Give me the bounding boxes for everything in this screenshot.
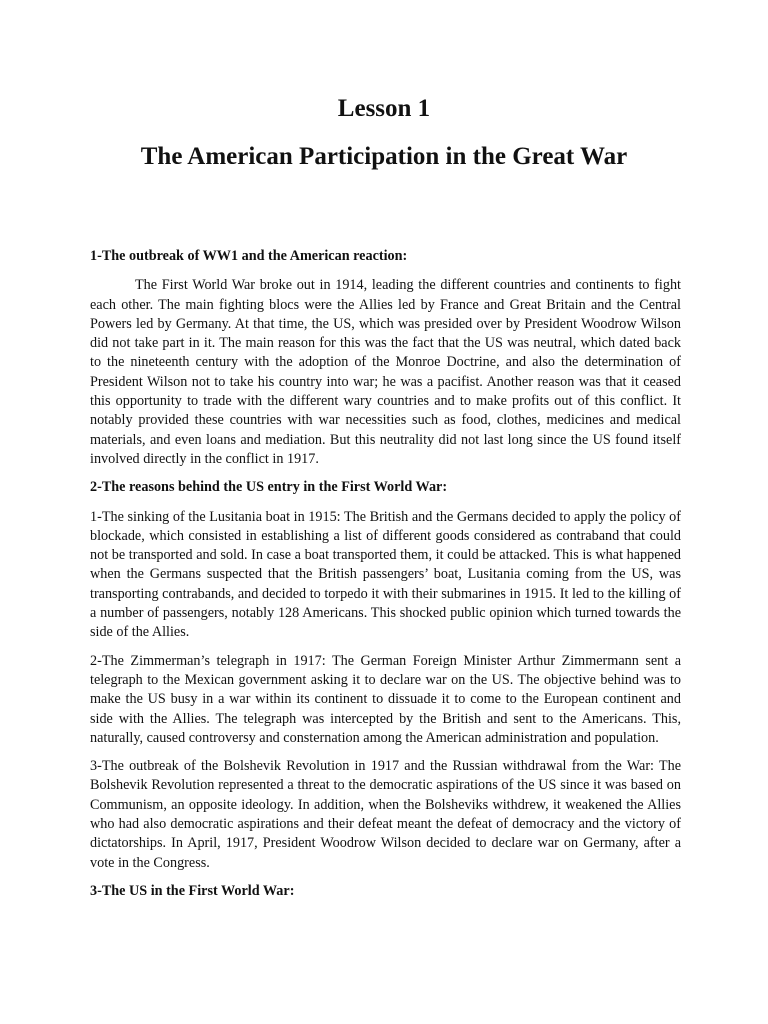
section-heading-3: 3-The US in the First World War: [90, 882, 295, 899]
page-title: The American Participation in the Great War [140, 143, 628, 170]
reason-zimmermann-paragraph: 2-The Zimmerman’s telegraph in 1917: The German Foreign Minister Arthur Zimmermann sent a telegraph to the Mexican government asking it to declare war on the US. The objective behind was to make the US busy in a war within its continent to dissuade it to come to the European continent and side with the Allies. The telegraph was intercepted by the British and sent to the Americans. This, naturally, caused controversy and consternation among the American administration and population. [90, 652, 681, 746]
section-1-paragraph: The First World War broke out in 1914, leading the different countries and continents to fight each other. The main fighting blocs were the Allies led by France and Great Britain and the Central Powers led by Germany. At that time, the US, which was presided over by President Woodrow Wilson did not take part in it. The main reason for this was the fact that the US was neutral, which dated back to the nineteenth century with the adoption of the Monroe Doctrine, and also the determination of President Wilson not to take his country into war; he was a pacifist. Another reason was that it ceased this opportunity to trade with the different wary countries and to make profits out of this conflict. It notably provided these countries with war necessities such as food, clothes, medicines and medical materials, and even loans and mediation. But this neutrality did not last long since the US found itself involved directly in the conflict in 1917. [90, 277, 681, 467]
title-block [0, 90, 768, 176]
lesson-number: Lesson 1 [337, 95, 431, 122]
section-heading-2: 2-The reasons behind the US entry in the First World War: [90, 479, 448, 496]
reason-bolshevik-paragraph: 3-The outbreak of the Bolshevik Revolution in 1917 and the Russian withdrawal from the War: The Bolshevik Revolution represented a threat to the democratic aspirations of the US since it was based on Communism, an opposite ideology. In addition, when the Bolsheviks withdrew, it weakened the Allies who had also democratic aspirations and their defeat meant the defeat of democracy and the victory of dictatorships. In April, 1917, President Woodrow Wilson decided to declare war on Germany, after a vote in the Congress. [90, 758, 681, 871]
document-body [90, 247, 681, 911]
section-heading-1: 1-The outbreak of WW1 and the American reaction: [90, 248, 408, 264]
reason-lusitania-paragraph: 1-The sinking of the Lusitania boat in 1915: The British and the Germans decided to apply the policy of blockade, which consisted in establishing a list of different goods considered as contraband that could not be transported and sold. In case a boat transported them, it could be attacked. This is what happened when the Germans suspected that the British passengers’ boat, Lusitania coming from the US, was transporting contrabands, and decided to torpedo it with their submarines in 1915. It led to the killing of a number of passengers, notably 128 Americans. This shocked public opinion which turned towards the side of the Allies. [90, 508, 681, 641]
